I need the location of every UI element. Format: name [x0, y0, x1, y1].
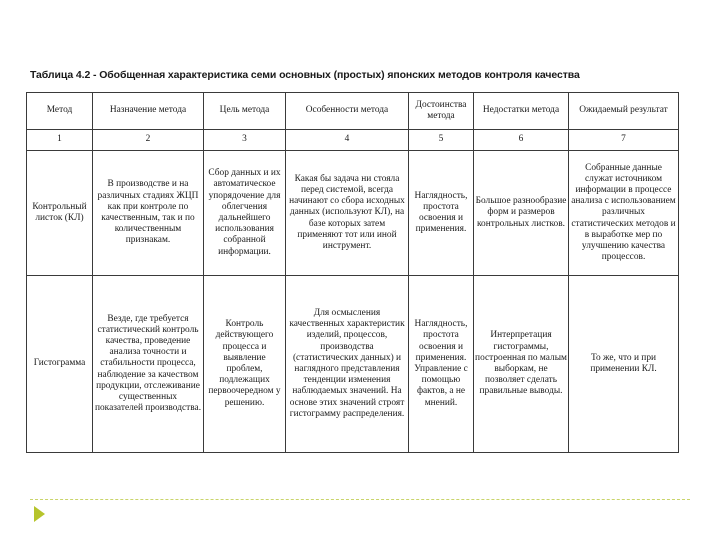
column-number: 6 — [474, 130, 569, 151]
column-number: 5 — [409, 130, 474, 151]
play-arrow-icon[interactable] — [34, 506, 45, 522]
cell-goal: Сбор данных и их автоматическое упорядочение для облегчения дальнейшего использования собранной информации. — [204, 151, 286, 276]
header-disadvantages: Недостатки метода — [474, 93, 569, 130]
slide-top-area — [0, 0, 720, 28]
cell-disadvantages: Интерпретация гистограммы, построенная по малым выборкам, не позволяет сделать правильные выводы. — [474, 276, 569, 453]
header-purpose: Назначение метода — [93, 93, 204, 130]
slide-divider — [30, 499, 690, 500]
column-number: 3 — [204, 130, 286, 151]
cell-features: Для осмысления качественных характеристик изделий, процессов, производства (статистических данных) и наглядного представления тенденции изменения наблюдаемых значений. На основе этих значений строят гистограмму распределения. — [286, 276, 409, 453]
methods-table — [26, 92, 679, 453]
cell-method: Гистограмма — [27, 276, 93, 453]
column-number-row — [27, 130, 679, 151]
column-number: 7 — [569, 130, 679, 151]
column-number: 2 — [93, 130, 204, 151]
column-number: 1 — [27, 130, 93, 151]
cell-result: То же, что и при применении КЛ. — [569, 276, 679, 453]
header-row — [27, 93, 679, 130]
table-row — [27, 276, 679, 453]
table-row — [27, 151, 679, 276]
header-features: Особенности метода — [286, 93, 409, 130]
header-goal: Цель метода — [204, 93, 286, 130]
header-advantages: Достоинства метода — [409, 93, 474, 130]
cell-disadvantages: Большое разнообразие форм и размеров контрольных листков. — [474, 151, 569, 276]
cell-purpose: Везде, где требуется статистический контроль качества, проведение анализа точности и стабильности процесса, наблюдение за качеством продукции, отслеживание существенных показателей производства. — [93, 276, 204, 453]
cell-advantages: Наглядность, простота освоения и применения. — [409, 151, 474, 276]
header-method: Метод — [27, 93, 93, 130]
table-caption: Таблица 4.2 - Обобщенная характеристика семи основных (простых) японских методов контроля качества — [30, 69, 580, 81]
header-result: Ожидаемый результат — [569, 93, 679, 130]
cell-method: Контрольный листок (КЛ) — [27, 151, 93, 276]
column-number: 4 — [286, 130, 409, 151]
cell-result: Собранные данные служат источником информации в процессе анализа с использованием различных статистических методов и в выработке мер по улучшению качества процессов. — [569, 151, 679, 276]
cell-goal: Контроль действующего процесса и выявление проблем, подлежащих первоочередном у решению. — [204, 276, 286, 453]
cell-purpose: В производстве и на различных стадиях ЖЦП как при контроле по качественным, так и по количественным признакам. — [93, 151, 204, 276]
cell-advantages: Наглядность, простота освоения и применения. Управление с помощью фактов, а не мнений. — [409, 276, 474, 453]
cell-features: Какая бы задача ни стояла перед системой, всегда начинают со сбора исходных данных (используют КЛ), на базе которых затем применяют тот или иной инструмент. — [286, 151, 409, 276]
